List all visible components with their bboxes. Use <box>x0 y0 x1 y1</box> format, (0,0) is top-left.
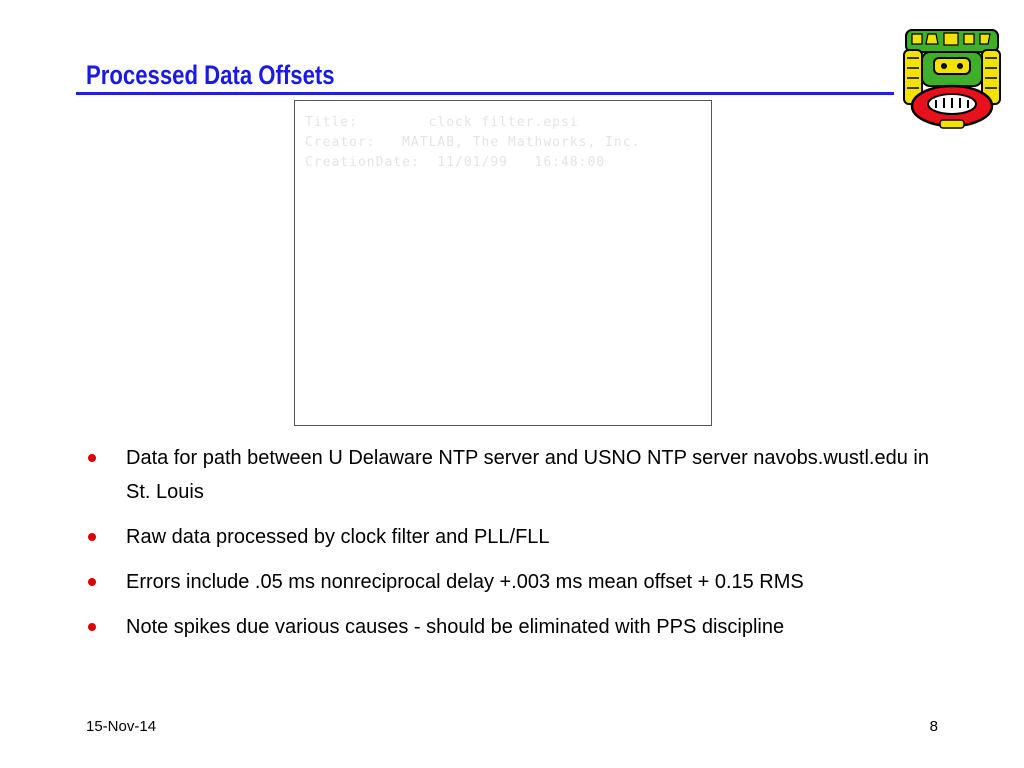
bullet-icon <box>88 623 96 631</box>
figure-header-line: Title: clock filter.epsi <box>305 115 579 130</box>
list-item <box>86 520 946 554</box>
bullet-icon <box>88 454 96 462</box>
title-underline <box>76 92 894 95</box>
bullet-icon <box>88 533 96 541</box>
figure-header-line: CreationDate: 11/01/99 16:48:00 <box>305 155 606 170</box>
slide-title: Processed Data Offsets <box>86 60 335 90</box>
footer-date: 15-Nov-14 <box>86 718 157 735</box>
bullet-text: Note spikes due various causes - should be eliminated with PPS discipline <box>126 616 785 638</box>
figure-header <box>305 113 640 173</box>
figure-header-line: Creator: MATLAB, The Mathworks, Inc. <box>305 135 641 150</box>
embedded-figure <box>294 100 712 426</box>
bullet-text: Errors include .05 ms nonreciprocal delay +.003 ms mean offset + 0.15 RMS <box>126 571 804 593</box>
list-item <box>86 565 946 599</box>
mayan-mask-icon <box>900 22 1004 134</box>
page-number: 8 <box>929 718 938 735</box>
bullet-text: Data for path between U Delaware NTP server and USNO NTP server navobs.wustl.edu in St. Louis <box>126 447 929 503</box>
bullet-text: Raw data processed by clock filter and PLL/FLL <box>126 526 550 548</box>
bullet-list <box>86 441 946 655</box>
list-item <box>86 441 946 509</box>
bullet-icon <box>88 578 96 586</box>
list-item <box>86 610 946 644</box>
